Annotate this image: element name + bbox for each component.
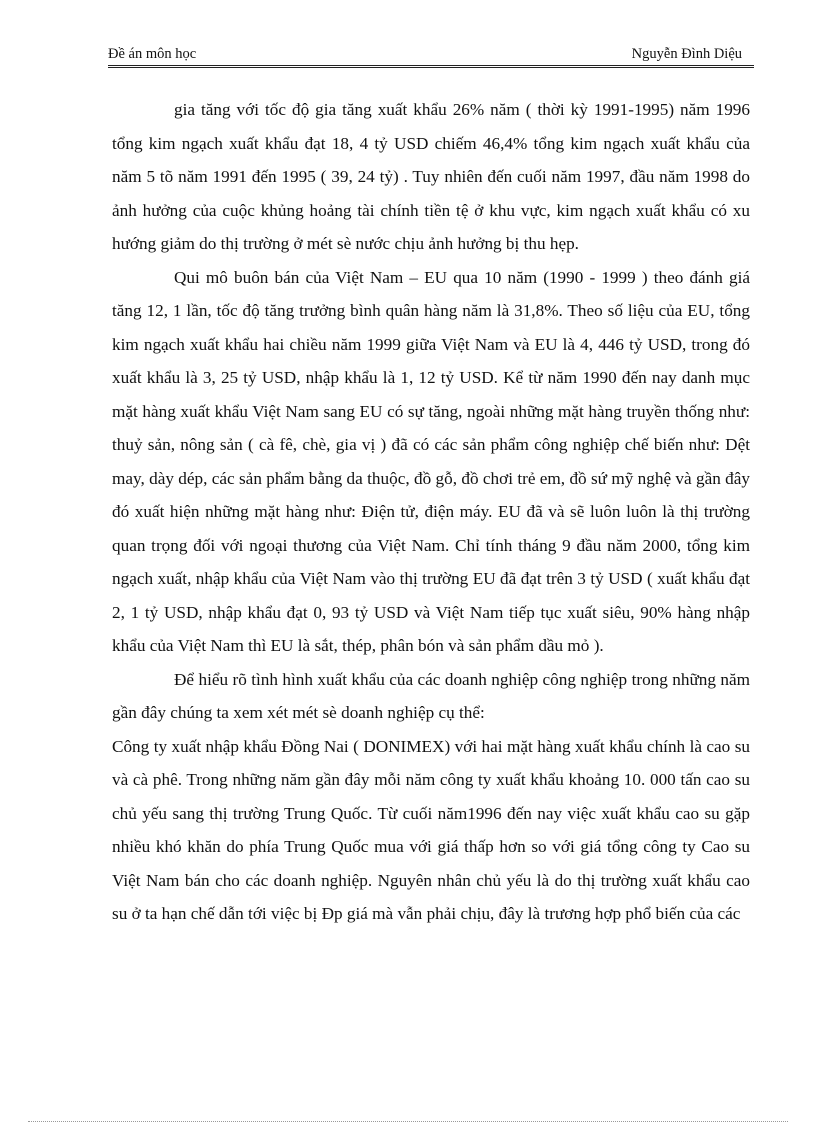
page-bottom-divider — [28, 1121, 788, 1122]
header-course-title: Đề án môn học — [108, 46, 197, 62]
page-header — [108, 46, 754, 68]
header-author-name: Nguyễn Đình Diệu — [631, 46, 742, 62]
paragraph-export-growth: gia tăng với tốc độ gia tăng xuất khẩu 26% năm ( thời kỳ 1991-1995) năm 1996 tổng kim ngạch xuất khẩu đạt 18, 4 tỷ USD chiếm 46,4% tổng kim ngạch xuất khẩu của năm 5 tõ năm 1991 đến 1995 ( 39, 24 tỷ) . Tuy nhiên đến cuối năm 1997, đầu năm 1998 do ảnh hưởng của cuộc khủng hoảng tài chính tiền tệ ở khu vực, kim ngạch xuất khẩu có xu hướng giảm do thị trường ở mét sè nước chịu ảnh hưởng bị thu hẹp. — [112, 100, 750, 253]
paragraph-donimex: Công ty xuất nhập khẩu Đồng Nai ( DONIMEX) với hai mặt hàng xuất khẩu chính là cao su và cà phê. Trong những năm gần đây mỗi năm công ty xuất khẩu khoảng 10. 000 tấn cao su chủ yếu sang thị trường Trung Quốc. Từ cuối năm1996 đến nay việc xuất khẩu cao su gặp nhiều khó khăn do phía Trung Quốc mua với giá thấp hơn so với giá tổng công ty Cao su Việt Nam bán cho các doanh nghiệp. Nguyên nhân chủ yếu là do thị trường xuất khẩu cao su ở ta hạn chế dẫn tới việc bị Ðp giá mà vẫn phải chịu, đây là trương hợp phổ biến của các — [112, 736, 750, 923]
paragraph-vietnam-eu-trade: Qui mô buôn bán của Việt Nam – EU qua 10 năm (1990 - 1999 ) theo đánh giá tăng 12, 1 lần, tốc độ tăng trưởng bình quân hàng năm là 31,8%. Theo số liệu của EU, tổng kim ngạch xuất khẩu hai chiều năm 1999 giữa Việt Nam và EU là 4, 446 tỷ USD, trong đó xuất khẩu là 3, 25 tỷ USD, nhập khẩu là 1, 12 tỷ USD. Kể từ năm 1990 đến nay danh mục mặt hàng xuất khẩu Việt Nam sang EU có sự tăng, ngoài những mặt hàng truyền thống như: thuỷ sản, nông sản ( cà fê, chè, gia vị ) đã có các sản phẩm công nghiệp chế biến như: Dệt may, dày dép, các sản phẩm bằng da thuộc, đồ gỗ, đồ chơi trẻ em, đồ sứ mỹ nghệ và gần đây đó xuất hiện những mặt hàng như: Điện tử, điện máy. EU đã và sẽ luôn luôn là thị trường quan trọng đối với ngoại thương của Việt Nam. Chỉ tính tháng 9 đầu năm 2000, tổng kim ngạch xuất, nhập khẩu của Việt Nam vào thị trường EU đã đạt trên 3 tỷ USD ( xuất khẩu đạt 2, 1 tỷ USD, nhập khẩu đạt 0, 93 tỷ USD và Việt Nam tiếp tục xuất siêu, 90% hàng nhập khẩu của Việt Nam thì EU là sắt, thép, phân bón và sản phẩm dầu mỏ ). — [112, 267, 750, 655]
paragraph-enterprise-intro: Để hiểu rõ tình hình xuất khẩu của các doanh nghiệp công nghiệp trong những năm gần đây chúng ta xem xét mét sè doanh nghiệp cụ thể: — [112, 669, 750, 722]
document-body — [112, 93, 750, 931]
